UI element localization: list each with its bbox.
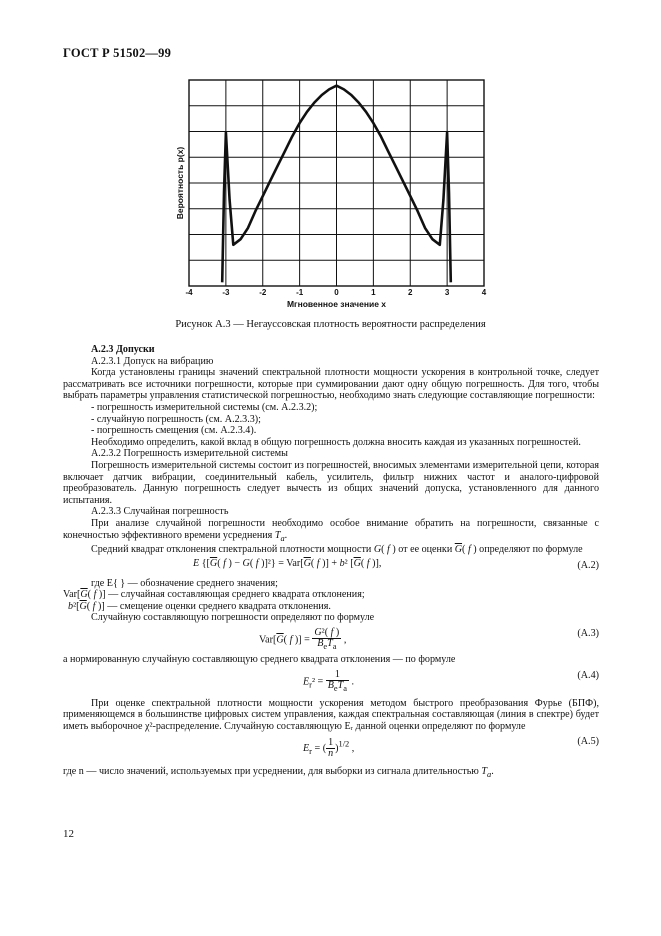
paragraph-random: Случайную составляющую погрешности определяют по формуле xyxy=(91,612,375,624)
paragraph-a233-lead: Средний квадрат отклонения спектральной плотности мощности G( f ) от ее оценки $\overline{G}$( f ) определяют по формуле xyxy=(91,544,583,556)
paragraph-a232: Погрешность измерительной системы состоит из погрешностей, вносимых элементами измерительной цепи, которая включает датчик вибрации, соединительный кабель, усилитель, фильтр нижних частот и аналого-цифровой преобразователь. Данную погрешность следует вычесть из общих значений допуска, установленного для данного испытания. xyxy=(63,459,599,506)
where-line: где E{ } — обозначение среднего значения; xyxy=(91,577,278,589)
x-tick-label: -2 xyxy=(259,288,267,297)
figure-caption: Рисунок А.3 — Негауссовская плотность вероятности распределения xyxy=(175,319,486,330)
section-heading: А.2.3 Допуски xyxy=(91,344,155,355)
x-tick-label: -4 xyxy=(185,288,193,297)
formula-a5-expression: $E_r$ = ( $\frac{1}{n}$ )$^{1/2}$ , xyxy=(303,737,355,760)
formula-a5 xyxy=(63,734,599,764)
body-text xyxy=(63,344,599,781)
subsection-title-a232: А.2.3.2 Погрешность измерительной системы xyxy=(91,448,288,460)
list-item: - случайную погрешность (см. А.2.3.3); xyxy=(91,413,261,425)
paragraph-normalized: а нормированную случайную составляющую среднего квадрата отклонения — по формуле xyxy=(63,654,456,666)
formula-a3-expression: $Var[\overline{G}$( f )] = $\frac{\text{G²( f )}}{B_eT_a}$ , xyxy=(259,627,347,652)
x-tick-label: 4 xyxy=(481,288,487,297)
paragraph-a233: При анализе случайной погрешности необходимо особое внимание обратить на погрешности, связанные с конечностью эффективного времени усреднения $T_a$. xyxy=(63,517,599,543)
x-tick-label: -3 xyxy=(222,288,230,297)
x-tick-label: 3 xyxy=(444,288,450,297)
x-tick-label: 1 xyxy=(371,288,376,297)
formula-a4-expression: $E_r^2$ = $\frac{1}{B_eT_a}$ . xyxy=(303,668,355,693)
formula-a3-number: (А.3) xyxy=(577,628,599,640)
formula-a2-expression: E {[$\overline{G}$( f ) − G( f )]$^2\} = Var[\overline{G}$( f )] + b² [$\overline{G}$( f )], xyxy=(193,557,382,569)
page-number: 12 xyxy=(63,828,74,840)
where-line: $Var[\overline{G}$( f )] — случайная составляющая среднего квадрата отклонения; xyxy=(63,589,365,601)
formula-a5-number: (А.5) xyxy=(577,736,599,748)
x-tick-label: 0 xyxy=(334,288,339,297)
formula-a3 xyxy=(63,626,599,652)
document-header: ГОСТ Р 51502—99 xyxy=(63,46,172,60)
formula-a2-number: (А.2) xyxy=(577,559,599,571)
formula-a2 xyxy=(63,558,599,576)
subsection-title-a233: А.2.3.3 Случайная погрешность xyxy=(91,506,229,518)
list-item: - погрешность смещения (см. А.2.3.4). xyxy=(91,425,257,437)
x-tick-label: 2 xyxy=(408,288,413,297)
paragraph-fft: При оценке спектральной плотности мощности ускорения методом быстрого преобразования Фурье (БПФ), применяющемся в большинстве цифровых систем управления, каждая спектральная составляющая (линия в спектре) будет иметь выборочное χ²-распределение. Случайную составляющую Eᵣ данной оценки определяют по формуле xyxy=(63,697,599,732)
formula-a4-number: (А.4) xyxy=(577,669,599,681)
paragraph-where-n: где n — число значений, используемых при усреднении, для выборки из сигнала длительностью $T_a$. xyxy=(63,766,494,780)
subsection-title-a231: А.2.3.1 Допуск на вибрацию xyxy=(91,355,214,367)
x-tick-label: -1 xyxy=(296,288,304,297)
paragraph-a231: Когда установлены границы значений спектральной плотности мощности ускорения в контрольной точке, следует рассматривать все источники погрешности, которые при суммировании дают одну общую погрешность. Для того, чтобы выбрать параметры управления статистической погрешностью, необходимо знать следующие составляющие погрешности: xyxy=(63,367,599,402)
list-item: - погрешность измерительной системы (см. А.2.3.2); xyxy=(91,401,318,413)
x-axis-label: Мгновенное значение x xyxy=(286,299,387,309)
where-line: $b^2[\overline{G}$( f )] — смещение оценки среднего квадрата отклонения. xyxy=(68,600,331,612)
y-axis-label: Вероятность p(x) xyxy=(175,146,185,220)
paragraph-a231-after: Необходимо определить, какой вклад в общую погрешность должна вносить каждая из указанных погрешностей. xyxy=(91,436,581,448)
formula-a4 xyxy=(63,668,599,696)
